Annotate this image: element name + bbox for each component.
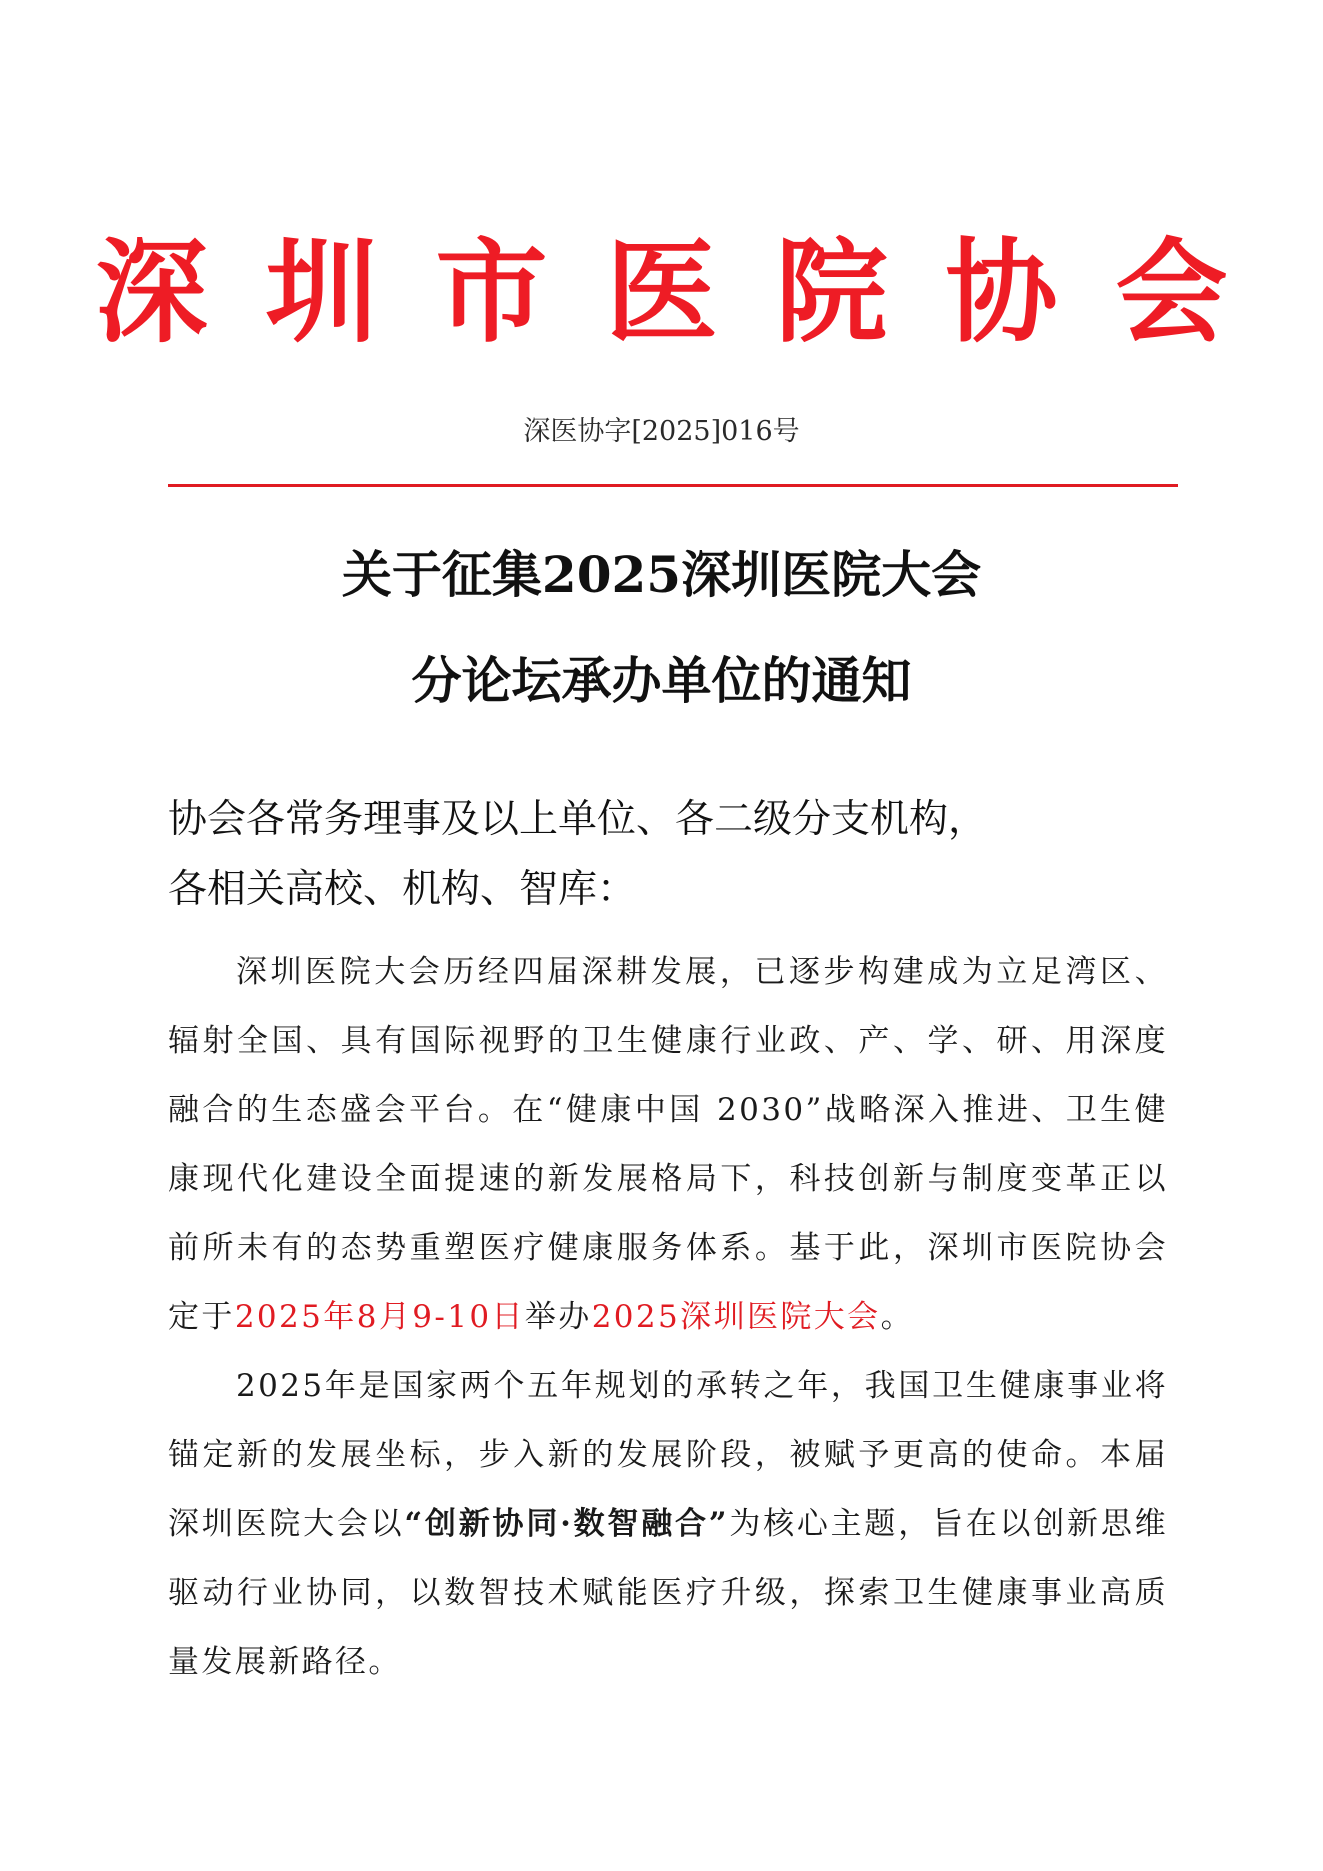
body-paragraph-2 bbox=[168, 1352, 1168, 1697]
body-paragraph-1 bbox=[168, 938, 1168, 1352]
notice-title-line-2: 分论坛承办单位的通知 bbox=[411, 651, 912, 710]
notice-title-line-1: 关于征集2025深圳医院大会 bbox=[341, 545, 982, 604]
paragraph-1-text: 深圳医院大会历经四届深耕发展，已逐步构建成为立足湾区、辐射全国、具有国际视野的卫生健康行业政、产、学、研、用深度融合的生态盛会平台。在“健康中国 2030”战略深入推进、卫生健康现代化建设全面提速的新发展格局下，科技创新与制度变革正以前所未有的态势重塑医疗健康服务体系。基于此，深圳市医院协会定于 bbox=[168, 954, 1168, 1335]
salutation-line-2: 各相关高校、机构、智库： bbox=[168, 867, 637, 912]
paragraph-2-end: 为核心主题，旨在以创新思维驱动行业协同，以数智技术赋能医疗升级，探索卫生健康事业高质量发展新路径。 bbox=[168, 1506, 1168, 1680]
paragraph-1-connector: 举办 bbox=[524, 1299, 592, 1335]
org-masthead: 深圳市医院协会 bbox=[95, 228, 1286, 358]
document-number: 深医协字[2025]016号 bbox=[523, 416, 800, 447]
salutation-line-1: 协会各常务理事及以上单位、各二级分支机构， bbox=[168, 797, 988, 842]
conference-theme: “创新协同·数智融合” bbox=[404, 1506, 729, 1542]
red-divider-line bbox=[168, 484, 1178, 487]
event-date-highlight: 2025年8月9-10日 bbox=[234, 1299, 525, 1335]
paragraph-2-text: 2025年是国家两个五年规划的承转之年，我国卫生健康事业将锚定新的发展坐标，步入新的发展阶段，被赋予更高的使命。本届深圳医院大会以 bbox=[168, 1368, 1168, 1542]
event-name-highlight: 2025深圳医院大会 bbox=[591, 1299, 881, 1335]
paragraph-1-end: 。 bbox=[880, 1299, 914, 1335]
